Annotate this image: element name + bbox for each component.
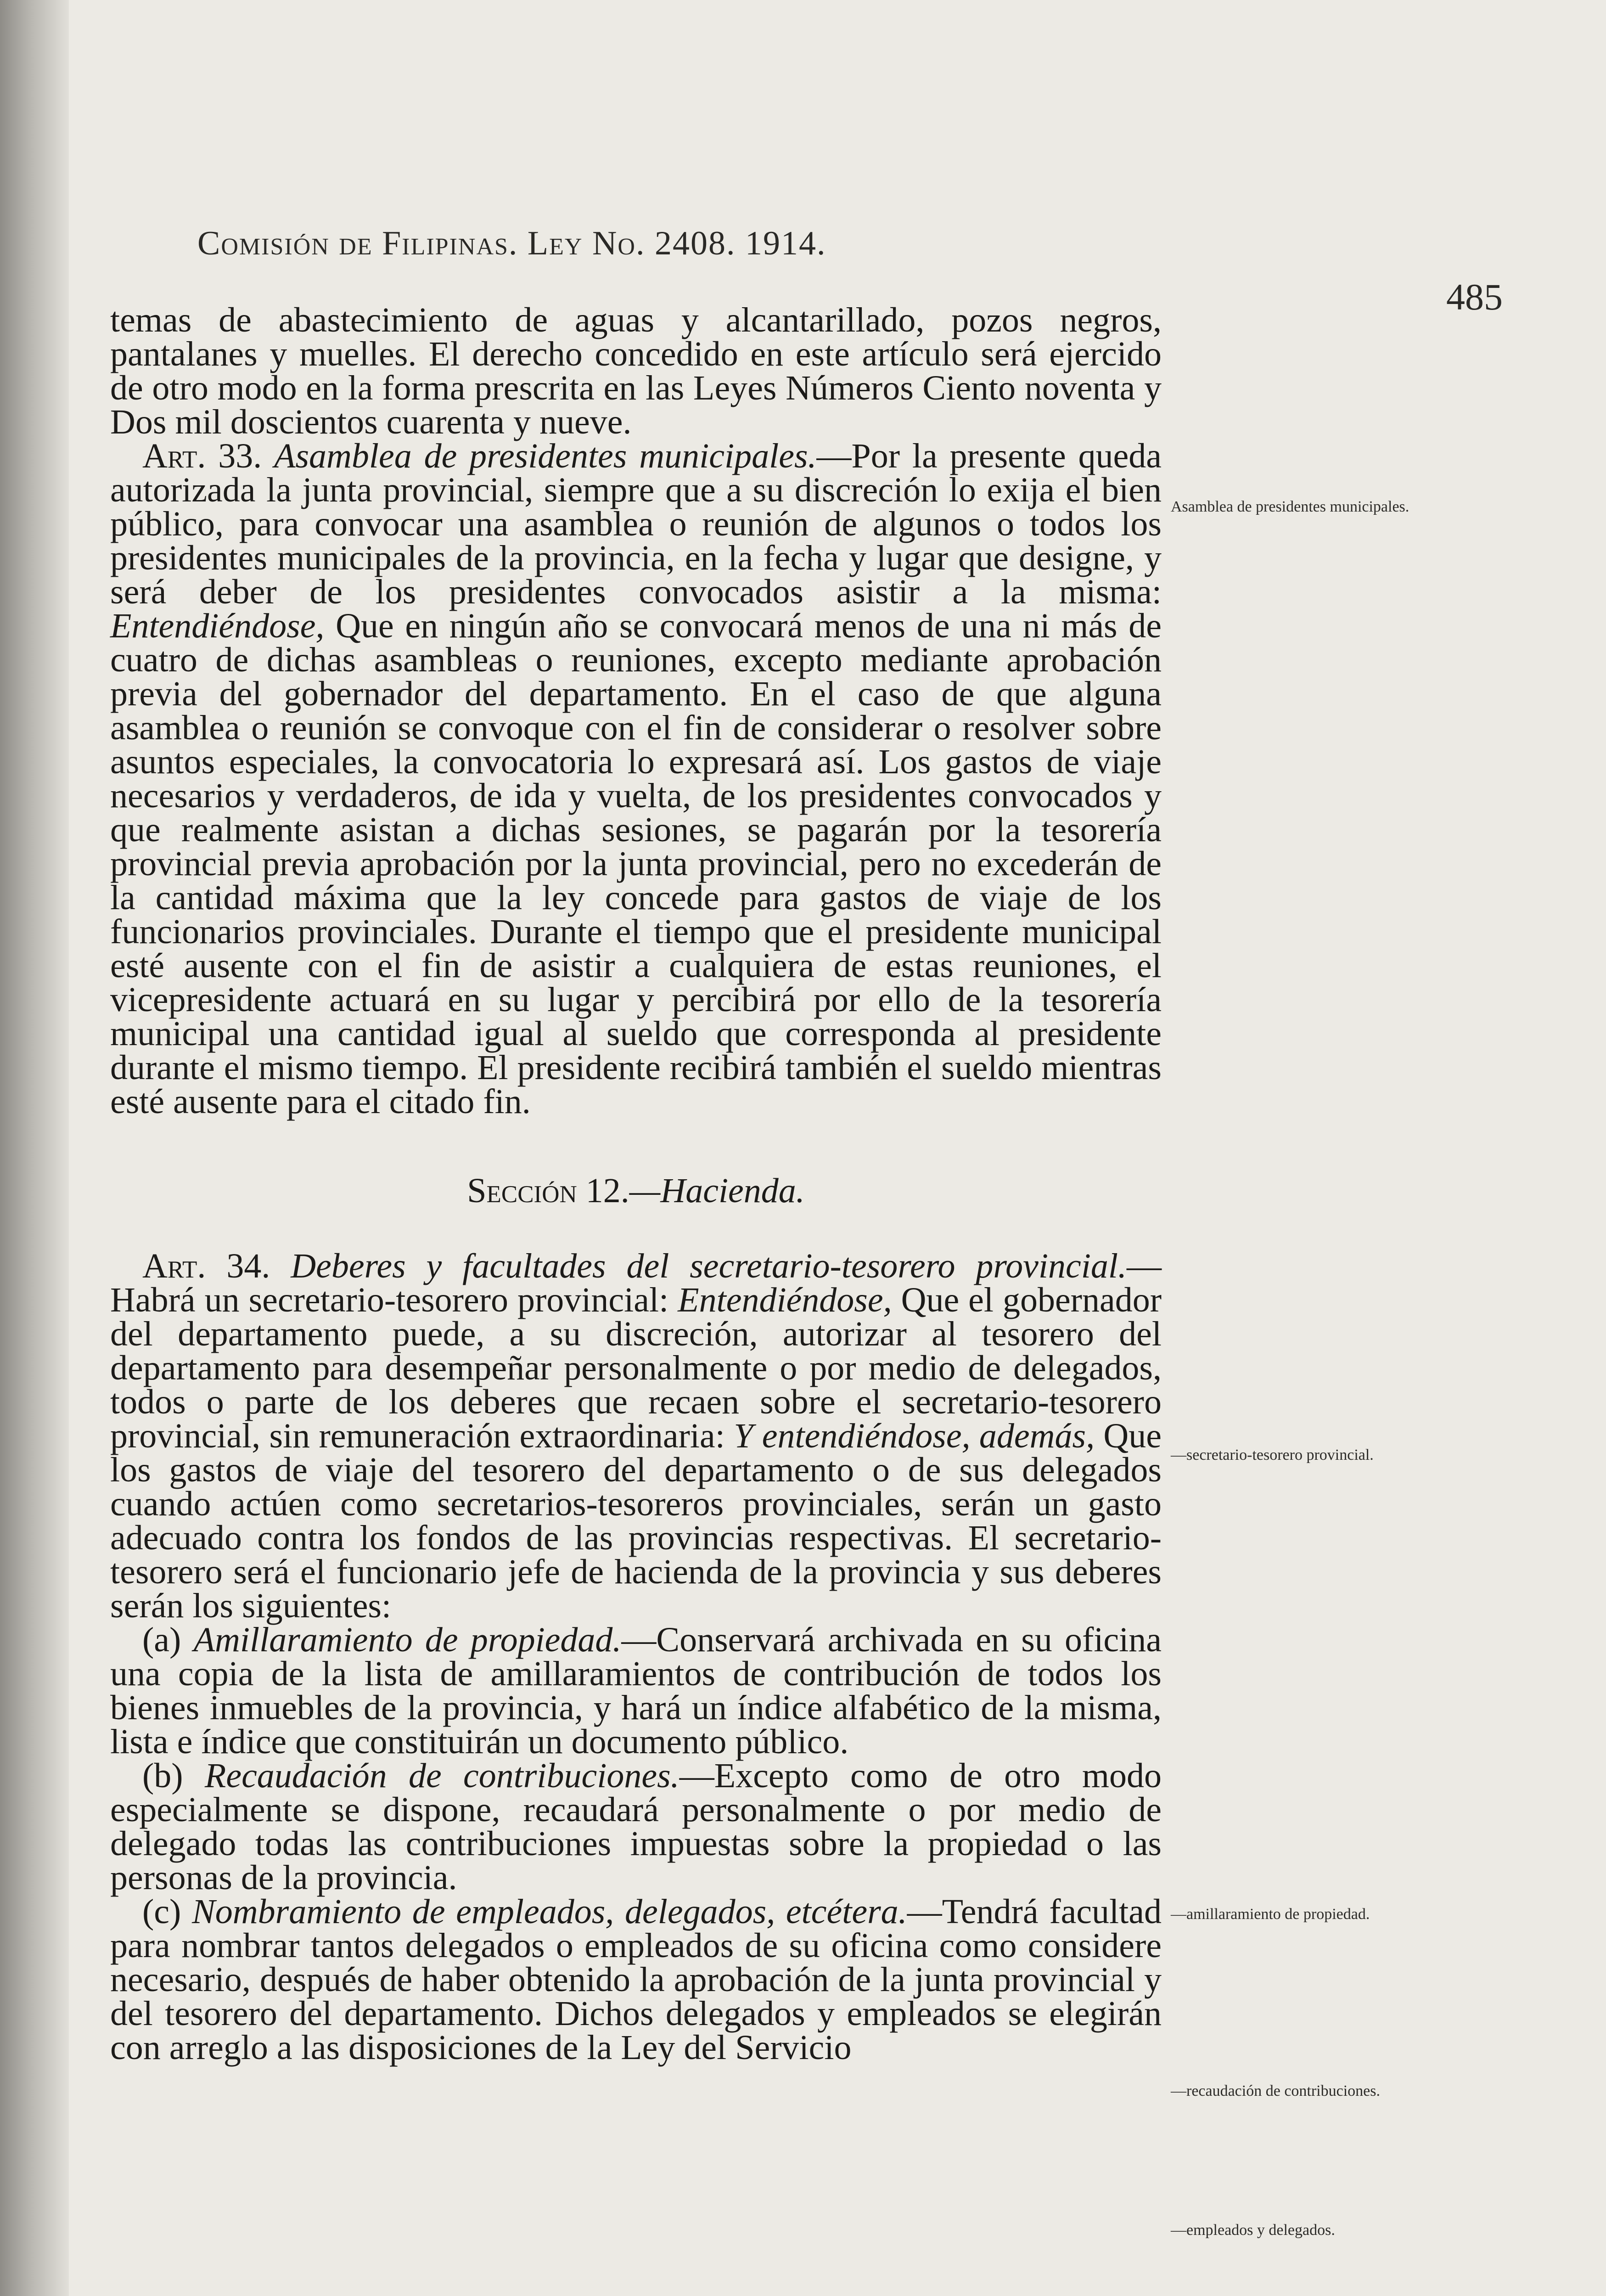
item-c-label: (c) [142, 1892, 181, 1931]
article-33-label: Art. 33. [142, 437, 262, 475]
article-34-text: —Habrá un secretario-tesorero provincial: [110, 1247, 1162, 1319]
marginal-note-amillaramiento: —amillaramiento de propiedad. [1171, 1906, 1370, 1923]
article-34 [110, 1249, 1162, 1623]
article-33-title: Asamblea de presidentes municipales. [274, 437, 817, 475]
item-a-title: Amillaramiento de propiedad. [193, 1621, 622, 1659]
item-a-text: —Conservará archivada en su oficina una copia de la lista de amillaramientos de contribución de todos los bienes inmuebles de la provincia, y hará un índice alfabético de la misma, lista e índice que constituirán un documento público. [110, 1621, 1162, 1761]
running-head [197, 224, 1116, 263]
section-heading [110, 1171, 1162, 1210]
article-34-title: Deberes y facultades del secretario-tesorero provincial. [291, 1247, 1127, 1285]
marginal-note-empleados: —empleados y delegados. [1171, 2222, 1335, 2239]
article-34-proviso-2: Y entendiéndose, además, [734, 1417, 1095, 1455]
item-b-text: —Excepto como de otro modo especialmente se dispone, recaudará personalmente o por medio de delegado todas las contribuciones impuestas sobre la propiedad o las personas de la provincia. [110, 1756, 1162, 1897]
item-c-text: —Tendrá facultad para nombrar tantos delegados o empleados de su oficina como considere necesario, después de haber obtenido la aprobación de la junta provincial y del tesorero del departamento. Dichos delegados y empleados se elegirán con arreglo a las disposiciones de la Ley del Servicio [110, 1892, 1162, 2067]
body-text [110, 303, 1162, 2065]
section-label: Sección 12. [467, 1171, 629, 1210]
marginal-note-secretario: —secretario-tesorero provincial. [1171, 1446, 1374, 1463]
article-34-text-3: Que los gastos de viaje del tesorero del departamento o de sus delegados cuando actúen como secretarios-tesoreros provinciales, serán un gasto adecuado contra los fondos de las provincias respectivas. El secretario-tesorero será el funcionario jefe de hacienda de la provincia y sus deberes serán los siguientes: [110, 1417, 1162, 1625]
item-c-title: Nombramiento de empleados, delegados, etcétera. [192, 1892, 907, 1931]
article-33-text-2: Que en ningún año se convocará menos de una ni más de cuatro de dichas asambleas o reuniones, excepto mediante aprobación previa del gobernador del departamento. En el caso de que alguna asamblea o reunión se convoque con el fin de considerar o resolver sobre asuntos especiales, la convocatoria lo expresará así. Los gastos de viaje necesarios y verdaderos, de ida y vuelta, de los presidentes convocados y que realmente asistan a dichas sesiones, se pagarán por la tesorería provincial previa aprobación por la junta provincial, pero no excederán de la cantidad máxima que la ley concede para gastos de viaje de los funcionarios provinciales. Durante el tiempo que el presidente municipal esté ausente con el fin de asistir a cualquiera de estas reuniones, el vicepresidente actuará en su lugar y percibirá por ello de la tesorería municipal una cantidad igual al sueldo que corresponda al presidente durante el mismo tiempo. El presidente recibirá también el sueldo mientras esté ausente para el citado fin. [110, 607, 1162, 1121]
article-34-label: Art. 34. [142, 1247, 270, 1285]
item-a [110, 1623, 1162, 1759]
running-head-text: Comisión de Filipinas. Ley No. 2408. 1914. [197, 225, 826, 262]
section-title: —Hacienda. [629, 1171, 805, 1210]
article-34-proviso-1: Entendiéndose, [678, 1281, 892, 1319]
article-33-proviso: Entendiéndose, [110, 607, 325, 645]
marginal-note-recaudacion: —recaudación de contribuciones. [1171, 2082, 1380, 2099]
item-b-label: (b) [142, 1756, 183, 1795]
continuation-paragraph: temas de abastecimiento de aguas y alcantarillado, pozos negros, pantalanes y muelles. El derecho concedido en este artículo será ejercido de otro modo en la forma prescrita en las Leyes Números Ciento noventa y Dos mil doscientos cuarenta y nueve. [110, 301, 1162, 441]
book-binding-shadow [0, 0, 69, 2296]
item-b [110, 1756, 1162, 1897]
article-33 [110, 439, 1162, 1119]
article-33-text: —Por la presente queda autorizada la junta provincial, siempre que a su discreción lo exija el bien público, para convocar una asamblea o reunión de algunos o todos los presidentes municipales de la provincia, en la fecha y lugar que designe, y será deber de los presidentes convocados asistir a la misma: [110, 437, 1162, 611]
item-c [110, 1892, 1162, 2067]
marginal-note-asamblea: Asamblea de presidentes municipales. [1171, 498, 1409, 515]
page-number: 485 [1446, 276, 1503, 318]
item-b-title: Recaudación de contribuciones. [204, 1756, 679, 1795]
item-a-label: (a) [142, 1621, 181, 1659]
article-34-text-2: Que el gobernador del departamento puede, a su discreción, autorizar al tesorero del departamento para desempeñar personalmente o por medio de delegados, todos o parte de los deberes que recaen sobre el secretario-tesorero provincial, sin remuneración extraordinaria: [110, 1281, 1162, 1455]
